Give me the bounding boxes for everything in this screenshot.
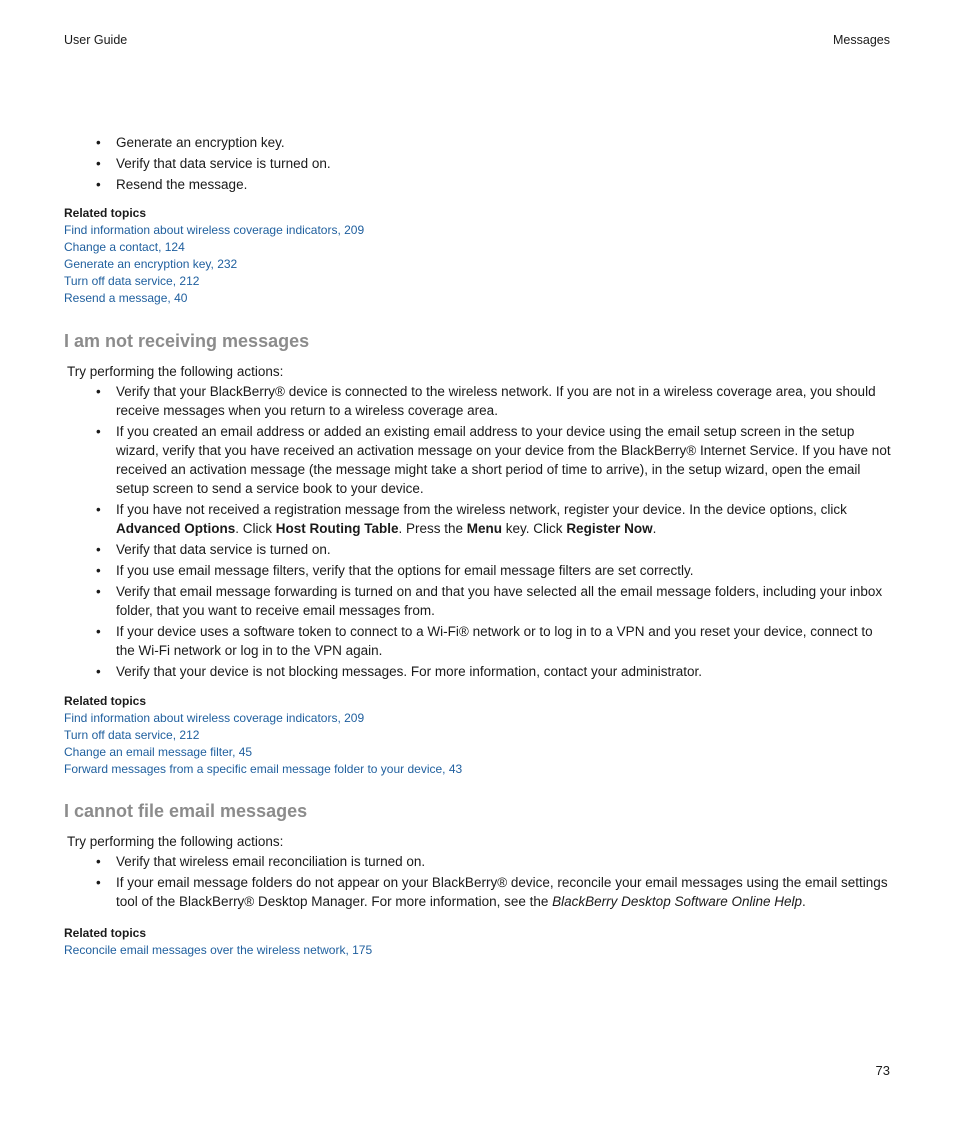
list-item: • Generate an encryption key. [64,133,892,152]
list-item: • Verify that your BlackBerry® device is connected to the wireless network. If you are not in a wireless coverage area, you should receive messages when you return to a wireless coverage area. [64,382,892,420]
list-item: • Verify that your device is not blocking messages. For more information, contact your administrator. [64,662,892,681]
section-heading: I cannot file email messages [64,801,308,821]
running-header-left: User Guide [64,33,128,47]
related-topics-title: Related topics [64,926,147,940]
section-cannot-file [64,801,892,913]
list-item: • Verify that data service is turned on. [64,540,892,559]
list-item: • Verify that email message forwarding is turned on and that you have selected all the email message folders, including your inbox folder, that you want to receive email messages from. [64,582,892,620]
section-intro: Try performing the following actions: [67,834,284,849]
related-link[interactable]: Resend a message, 40 [64,291,188,305]
ui-term-host-routing-table: Host Routing Table [275,521,399,536]
list-item: • Verify that data service is turned on. [64,154,892,173]
related-link[interactable]: Reconcile email messages over the wireless network, 175 [64,943,373,957]
related-link[interactable]: Change a contact, 124 [64,240,185,254]
list-item: • If you created an email address or added an existing email address to your device using the email setup screen in the setup wizard, verify that you have received an activation message on your device from the BlackBerry® Internet Service. If you have not received an activation message (the message might take a short period of time to arrive), in the setup wizard, open the email setup screen to send a service book to your device. [64,422,892,498]
related-topics-title: Related topics [64,206,147,220]
list-item: • Resend the message. [64,175,892,194]
running-header-right: Messages [833,33,890,47]
document-title-reference: BlackBerry Desktop Software Online Help [552,894,803,909]
related-link[interactable]: Find information about wireless coverage indicators, 209 [64,223,365,237]
related-link[interactable]: Turn off data service, 212 [64,274,200,288]
section-not-receiving [64,331,892,683]
section-heading: I am not receiving messages [64,331,310,351]
related-link[interactable]: Turn off data service, 212 [64,728,200,742]
list-item: • If your device uses a software token to connect to a Wi-Fi® network or to log in to a VPN and you reset your device, connect to the Wi-Fi network or log in to the VPN again. [64,622,892,660]
ui-term-menu-key: Menu [466,521,503,536]
list-item: • Verify that wireless email reconciliation is turned on. [64,852,892,871]
list-item: • If your email message folders do not appear on your BlackBerry® device, reconcile your email messages using the email settings tool of the BlackBerry® Desktop Manager. For more information, see the BlackBerry Desktop Software Online Help. [64,873,892,911]
related-link[interactable]: Forward messages from a specific email message folder to your device, 43 [64,762,463,776]
list-item: • If you use email message filters, verify that the options for email message filters are set correctly. [64,561,892,580]
ui-term-register-now: Register Now [566,521,653,536]
top-bullet-list [64,133,892,194]
related-topics-1 [64,206,892,307]
related-topics-3 [64,926,892,959]
related-link[interactable]: Find information about wireless coverage indicators, 209 [64,711,365,725]
related-link[interactable]: Change an email message filter, 45 [64,745,253,759]
section-bullet-list [64,382,892,681]
related-topics-title: Related topics [64,694,147,708]
related-topics-2 [64,694,892,778]
section-intro: Try performing the following actions: [67,364,284,379]
ui-term-advanced-options: Advanced Options [116,521,236,536]
section-bullet-list [64,852,892,911]
page-number: 73 [875,1063,890,1078]
list-item: • If you have not received a registration message from the wireless network, register your device. In the device options, click Advanced Options. Click Host Routing Table. Press the Menu key. Click Register Now. [64,500,892,538]
related-link[interactable]: Generate an encryption key, 232 [64,257,238,271]
top-bullet-list-block [64,133,892,196]
